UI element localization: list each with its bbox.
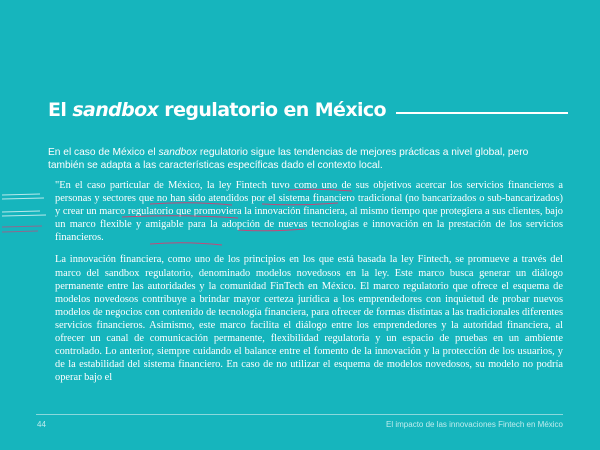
running-title: El impacto de las innovaciones Fintech en México [386, 420, 563, 429]
title-prefix: El [48, 99, 67, 121]
margin-mark-4 [2, 215, 46, 216]
quote-paragraph-1: "En el caso particular de México, la ley Fintech tuvo como uno de sus objetivos acercar los servicios financieros a personas y sectores que no han sido atendidos por el sistema financiero tradicional (no bancarizados o sub-bancarizados) y crear un marco regulatorio que promoviera la innovación financiera, al mismo tiempo que protegiera a sus clientes, bajo un marco flexible y amigable para la adopción de nuevas tecnologías e innovación en la prestación de los servicios financieros. [55, 180, 563, 244]
margin-mark-2 [2, 198, 44, 199]
intro-after: regulatorio sigue las tendencias de mejores prácticas a nivel global, pero también se adapta a las características específicas dado el contexto local. [48, 147, 529, 171]
margin-mark-1 [2, 194, 40, 195]
intro-emphasis: sandbox [158, 147, 197, 158]
quote-block [55, 179, 563, 393]
footer-rule [36, 414, 563, 415]
title-underline-rule [396, 112, 568, 114]
page-number: 44 [37, 420, 46, 429]
intro-before: En el caso de México el [48, 147, 156, 158]
title-emphasis: sandbox [72, 99, 159, 121]
margin-mark-5 [2, 226, 42, 227]
quote-paragraph-2: La innovación financiera, como uno de los principios en los que está basada la ley Fintech, se promueve a través del marco del sandbox regulatorio, denominado modelos novedosos en la ley. Este marco busca generar un diálogo permanente entre las autoridades y la comunidad FinTech en México. El marco regulatorio que ofrece el esquema de modelos novedosos contribuye a brindar mayor certeza jurídica a los emprendedores con inquietud de probar nuevos modelos de negocios con contenido de tecnología financiera, para ofrecer de formas distintas a las tradicionales diferentes servicios financieros. Asimismo, este marco facilita el diálogo entre los emprendedores y la autoridad financiera, al ofrecer un canal de comunicación permanente, flexibilidad regulatoria y un espacio de pruebas en un ambiente controlado. Lo anterior, siempre cuidando el balance entre el fomento de la innovación y la protección de los usuarios, y de la estabilidad del sistema financiero. En caso de no utilizar el esquema de modelos novedosos, su modelo no podría operar bajo el [55, 254, 563, 384]
section-heading [48, 95, 568, 125]
intro-paragraph [48, 146, 548, 172]
title-suffix: regulatorio en México [164, 99, 387, 121]
margin-mark-6 [2, 231, 38, 232]
page-title [48, 99, 386, 121]
margin-mark-3 [2, 211, 40, 212]
